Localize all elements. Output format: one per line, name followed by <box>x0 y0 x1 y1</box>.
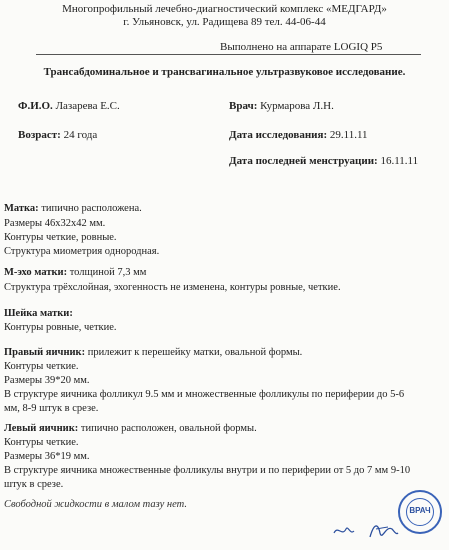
patient-name-value: Лазарева Е.С. <box>55 100 120 112</box>
patient-name <box>18 101 120 112</box>
left-ovary-line: В структуре яичника множественные фолликулы внутри и по периферии от 5 до 7 мм 9-10 <box>4 465 411 476</box>
left-ovary-line: Размеры 36*19 мм. <box>4 451 90 462</box>
m-echo-label: М-эхо матки: <box>4 267 68 278</box>
doctor-stamp <box>398 490 442 534</box>
uterus-line: Структура миометрия однородная. <box>4 246 160 257</box>
m-echo-line: Структура трёхслойная, эхогенность не изменена, контуры ровные, четкие. <box>4 282 341 293</box>
uterus-heading <box>4 204 142 215</box>
right-ovary-label: Правый яичник: <box>4 347 86 358</box>
uterus-label: Матка: <box>4 203 39 214</box>
right-ovary-line: Размеры 39*20 мм. <box>4 375 90 386</box>
left-ovary-heading <box>4 424 257 435</box>
m-echo-heading <box>4 268 146 279</box>
doctor-value: Курмарова Л.Н. <box>260 100 334 112</box>
signature-mark <box>330 515 400 545</box>
exam-date-label: Дата исследования: <box>229 129 328 141</box>
age-value: 24 года <box>63 129 98 141</box>
m-echo-value: толщиной 7,3 мм <box>69 267 147 278</box>
lmp-date <box>229 156 418 167</box>
right-ovary-value: прилежит к перешейку матки, овальной формы. <box>87 347 303 358</box>
age-label: Возраст: <box>18 129 61 141</box>
uterus-line: Контуры четкие, ровные. <box>4 232 117 243</box>
uterus-value: типично расположена. <box>41 203 142 214</box>
conclusion: Свободной жидкости в малом тазу нет. <box>4 499 187 510</box>
document-title: Трансабдоминальное и трансвагинальное ультразвуковое исследование. <box>43 66 406 78</box>
left-ovary-line: Контуры четкие. <box>4 437 79 448</box>
patient-name-label: Ф.И.О. <box>18 100 53 112</box>
uterus-line: Размеры 46х32х42 мм. <box>4 218 106 229</box>
lmp-label: Дата последней менструации: <box>229 155 378 167</box>
cervix-line: Контуры ровные, четкие. <box>4 322 117 333</box>
exam-date-value: 29.11.11 <box>329 129 368 141</box>
right-ovary-heading <box>4 348 302 359</box>
org-name: Многопрофильный лечебно-диагностический комплекс «МЕДГАРД» <box>62 3 387 15</box>
equipment-note: Выполнено на аппарате LOGIQ P5 <box>220 41 383 53</box>
left-ovary-line: штук в срезе. <box>4 479 64 490</box>
left-ovary-label: Левый яичник: <box>4 423 79 434</box>
right-ovary-line: Контуры четкие. <box>4 361 79 372</box>
header-divider <box>36 54 421 55</box>
doctor <box>229 101 334 112</box>
exam-date <box>229 130 368 141</box>
right-ovary-line: мм, 8-9 штук в срезе. <box>4 403 99 414</box>
lmp-value: 16.11.11 <box>380 155 419 167</box>
right-ovary-line: В структуре яичника фолликул 9.5 мм и множественные фолликулы по периферии до 5-6 <box>4 389 405 400</box>
left-ovary-value: типично расположен, овальной формы. <box>80 423 257 434</box>
doctor-label: Врач: <box>229 100 258 112</box>
org-address: г. Ульяновск, ул. Радищева 89 тел. 44-06-44 <box>123 16 326 28</box>
cervix-label: Шейка матки: <box>4 308 73 319</box>
patient-age <box>18 130 97 141</box>
stamp-label: ВРАЧ <box>409 506 431 515</box>
